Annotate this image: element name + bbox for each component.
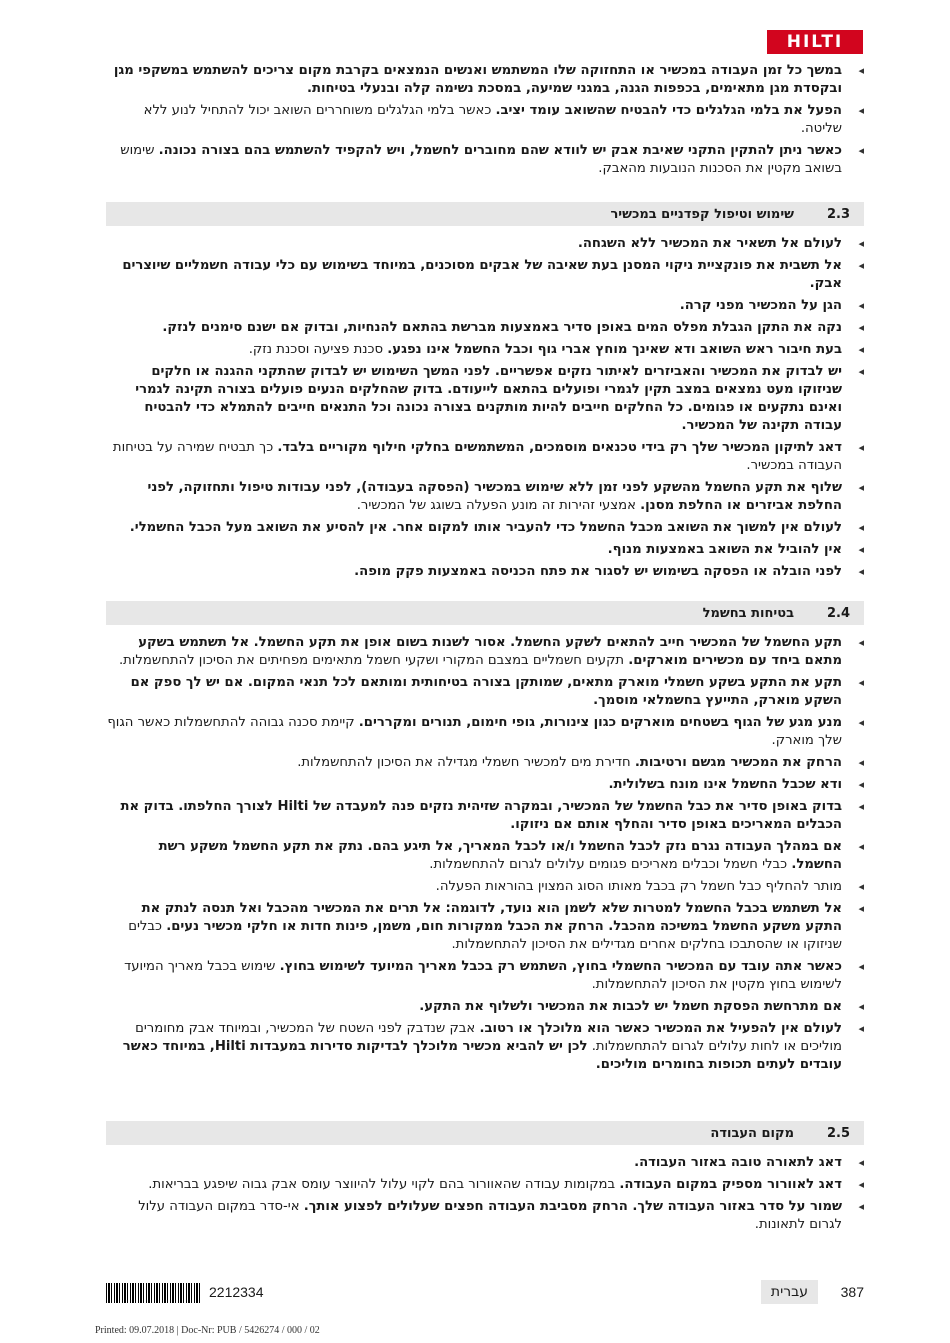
list-item xyxy=(106,776,864,794)
section-number: 2.5 xyxy=(826,1125,850,1141)
item-bold-text: אם במהלך העבודה נגרם נזק לכבל החשמל ו/או לכבל המאריך, אל תיגע בהם. נתק את תקע החשמל משקע רשת החשמל. xyxy=(158,839,842,872)
section-2-3 xyxy=(106,202,864,585)
item-text: שימוש בשואב מקטין את הסכנות הנובעות מהאבק. xyxy=(120,143,842,176)
item-bold-text: אין להוביל את השואב באמצעות מנוף. xyxy=(607,542,842,557)
section-header xyxy=(106,202,864,226)
item-bold-text: מנע מגע של הגוף בשטחים מוארקים כגון צינורות, גופי חימום, תנורים ומקררים. xyxy=(358,715,842,730)
section-2-4 xyxy=(106,601,864,1078)
language-label: עברית xyxy=(761,1280,818,1304)
item-bold-text: דאג לאוורור מספיק במקום העבודה. xyxy=(619,1177,842,1192)
item-text: תקעים חשמליים במצבם המקורי ושקעי חשמל מתאימים מפחיתים את הסיכון להתחשמלות. xyxy=(118,653,629,668)
item-text: חדירת מים למכשיר חשמלי מגדילה את הסיכון להתחשמלות. xyxy=(297,755,635,770)
item-text: כבלים שניזוקו או שהסתבכו בחלקים אחרים מגדילים את הסיכון להתחשמלות. xyxy=(128,919,842,952)
item-bold-text: אל תשבית את פונקציית ניקוי המסנן בעת שאיבה של אבקים מסוכנים, במיוחד בשימוש עם כלי עבודה חשמליים שיוצרים אבק. xyxy=(122,258,842,291)
item-list xyxy=(106,634,864,1074)
item-bold-text: במשך כל זמן העבודה במכשיר או התחזוקה שלו המשתמש ואנשים הנמצאים בקרבת מקום צריכים להשתמש במשקפי מגן ובקסדת מגן מתאימים, בכפפות הגנה, במגני שמיעה, במסכת נשימה קלה ובנעלי בטיחות. xyxy=(113,63,842,96)
item-bold-text: דאג לתיקון המכשיר שלך רק בידי טכנאים מוסמכים, המשתמשים בחלקי חילוף מקוריים בלבד. xyxy=(277,440,842,455)
item-bold-text: הגן על המכשיר מפני קרה. xyxy=(679,298,842,313)
item-bold-text: שמור על סדר באזור העבודה שלך. הרחק מסביבת העבודה חפצים שעלולים לפצוע אותך. xyxy=(303,1199,842,1214)
list-item xyxy=(106,900,864,954)
list-item xyxy=(106,341,864,359)
item-text: במקומות עבודה שהאוורור בהם לקוי עלול להיווצר עומס אבק גבוה שיפגע בבריאות. xyxy=(148,1177,620,1192)
list-item xyxy=(106,439,864,475)
item-bold-text: אם מתרחשת הפסקת חשמל יש לכבות את המכשיר ולשלוף את התקע. xyxy=(419,999,842,1014)
item-text: שימוש בכבל מאריך המיועד לשימוש בחוץ מקטין את הסיכון להתחשמלות. xyxy=(124,959,842,992)
list-item xyxy=(106,674,864,710)
item-bold-text: ודא שכבל החשמל אינו מונח בשלולית. xyxy=(608,777,842,792)
item-bold-text: נקה את התקן הגבלת מפלס המים באופן סדיר באמצעות מברשת בהתאם להנחיות, ובדוק אם ישנם סימנים לנזק. xyxy=(162,320,842,335)
print-info: Printed: 09.07.2018 | Doc-Nr: PUB / 5426274 / 000 / 02 xyxy=(95,1325,320,1336)
item-text: כבלי חשמל וכבלים מאריכים פגומים עלולים לגרום להתחשמלות. xyxy=(429,857,792,872)
list-item xyxy=(106,541,864,559)
item-text: קיימת סכנה גבוהה להתחשמלות כאשר הגוף שלך מוארק. xyxy=(107,715,842,748)
list-item xyxy=(106,1176,864,1194)
item-bold-text: לעולם אין להפעיל את המכשיר כאשר הוא מלוכלך או רטוב. xyxy=(479,1021,842,1036)
section-header xyxy=(106,1121,864,1145)
list-item xyxy=(106,297,864,315)
list-item xyxy=(106,257,864,293)
item-bold-text: לעולם אין למשוך את השואב מכבל החשמל כדי להעביר אותו למקום אחר. אין להסיע את השואב מעל הכבל החשמלי. xyxy=(129,520,842,535)
section-header xyxy=(106,601,864,625)
page-number: 387 xyxy=(840,1284,864,1300)
item-bold-text: לכן יש להביא מכשיר מלוכלך לבדיקות סדירות במעבדות Hilti, במיוחד כאשר עובדים לעתים תכופות בחומרים מוליכים. xyxy=(122,1039,842,1072)
item-text: מותר להחליף כבל חשמל רק בכבל מאותו הסוג המצוין בהוראות הפעלה. xyxy=(435,879,842,894)
doc-number: 2212334 xyxy=(209,1284,264,1300)
item-bold-text: כאשר ניתן להתקין התקני שאיבת אבק יש לוודא שהם מחוברים לחשמל, ויש להקפיד להשתמש בהם בצורה נכונה. xyxy=(158,143,842,158)
section-title: בטיחות בחשמל xyxy=(702,605,794,621)
list-item xyxy=(106,479,864,515)
item-bold-text: תקע החשמל של המכשיר חייב להתאים לשקע החשמל. אסור לשנות בשום אופן את תקע החשמל. אל תשתמש בשקע מתאם ביחד עם מכשירים מוארקים. xyxy=(138,635,842,668)
hilti-logo: HILTI xyxy=(767,30,863,54)
list-item xyxy=(106,62,864,98)
item-text: אי-סדר במקום העבודה עלול לגרום לתאונות. xyxy=(138,1199,842,1232)
item-bold-text: בעת חיבור ראש השואב ודא שאינך מוחץ אברי גוף וכבל החשמל אינו נפגע. xyxy=(387,342,842,357)
item-list xyxy=(106,1154,864,1234)
list-item xyxy=(106,714,864,750)
list-item xyxy=(106,235,864,253)
section-number: 2.3 xyxy=(826,206,850,222)
list-item xyxy=(106,563,864,581)
list-item xyxy=(106,1020,864,1074)
item-text: כאשר בלמי הגלגלים משוחררים השואב יכול להתחיל לנוע ללא שליטה. xyxy=(143,103,842,136)
item-text: אמצעי זהירות זה מונע הפעלה בשוגג של המכשיר. xyxy=(356,498,641,513)
list-item xyxy=(106,519,864,537)
list-item xyxy=(106,363,864,435)
section-2-5 xyxy=(106,1121,864,1238)
list-item xyxy=(106,142,864,178)
item-text: כך תבטיח שמירה על בטיחות העבודה במכשיר. xyxy=(112,440,842,473)
list-item xyxy=(106,102,864,138)
list-item xyxy=(106,838,864,874)
barcode xyxy=(106,1283,201,1303)
item-bold-text: הרחק את המכשיר מגשם ורטיבות. xyxy=(634,755,842,770)
item-bold-text: אל תשתמש בכבל החשמל למטרות שלא לשמן הוא נועד, לדוגמה: אל תרים את המכשיר מהכבל ואל תנסה לנתק את התקע משקע החשמל במשיכה מהכבל. הרחק את הכבל ממקורות חום, משמן, פינות חדות או חלקי מכשיר נעים. xyxy=(141,901,842,934)
item-bold-text: לפני הובלה או הפסקה בשימוש יש לסגור את פתח הכניסה באמצעות פקק מופה. xyxy=(354,564,842,579)
section-title: שימוש וטיפול קפדניים במכשיר xyxy=(610,206,794,222)
item-bold-text: יש לבדוק את המכשיר והאביזרים לאיתור נזקים אפשריים. לפני המשך השימוש יש לבדוק שהתקני ההגנה או חלקים שניזוקו מעט נמצאים במצב תקין לגמרי ופועלים בהתאם לייעודם. בדוק שהחלקים הנעים פועלים בצורה תקינה לגמרי ואינם נתקעים או פגומים. כל החלקים חייבים להיות מותקנים בצורה נכונה וכל התנאים חייבים להתמלא כדי להבטיח עבודה תקינה של המכשיר. xyxy=(135,364,842,433)
list-item xyxy=(106,319,864,337)
item-list xyxy=(106,235,864,581)
list-item xyxy=(106,998,864,1016)
item-bold-text: כאשר אתה עובד עם המכשיר החשמלי בחוץ, השתמש רק בכבל מאריך המיועד לשימוש בחוץ. xyxy=(279,959,842,974)
item-bold-text: דאג לתאורה טובה באזור העבודה. xyxy=(634,1155,842,1170)
section-title: מקום העבודה xyxy=(710,1125,794,1141)
item-bold-text: שלוף את תקע החשמל מהשקע לפני זמן ללא שימוש במכשיר (הפסקה בעבודה), לפני עבודות טיפול ותחזוקה, לפני החלפת אביזרים או החלפת מסנן. xyxy=(147,480,842,513)
list-item xyxy=(106,798,864,834)
item-text: סכנת פציעה וסכנת נזק. xyxy=(248,342,388,357)
section-number: 2.4 xyxy=(826,605,850,621)
top-items xyxy=(106,62,864,182)
item-bold-text: הפעל את בלמי הגלגלים כדי להבטיח שהשואב עומד יציב. xyxy=(495,103,842,118)
page-footer xyxy=(106,1283,864,1305)
list-item xyxy=(106,634,864,670)
list-item xyxy=(106,958,864,994)
list-item xyxy=(106,754,864,772)
list-item xyxy=(106,1154,864,1172)
item-bold-text: בדוק באופן סדיר את כבל החשמל של המכשיר, ובמקרה שזיהית נזקים פנה למעבדה של Hilti לצורך החלפתו. בדוק את הכבלים המאריכים באופן סדיר והחלף אותם אם ניזוקו. xyxy=(120,799,842,832)
item-list xyxy=(106,62,864,178)
list-item xyxy=(106,1198,864,1234)
item-bold-text: לעולם אל תשאיר את המכשיר ללא השגחה. xyxy=(577,236,842,251)
list-item xyxy=(106,878,864,896)
item-text: אבק שנדבק לפני השטח של המכשיר, ובמיוחד אבק מחומרים מוליכים או לחות עלולים לגרום להתחשמלות. xyxy=(135,1021,842,1054)
item-bold-text: תקע את התקע בשקע חשמלי מוארק מתאים, שמותקן בצורה בטיחותית ומותאם לכל תנאי המקום. אם יש לך ספק אם השקע מוארק, התייעץ בחשמלאי מוסמך. xyxy=(130,675,842,708)
